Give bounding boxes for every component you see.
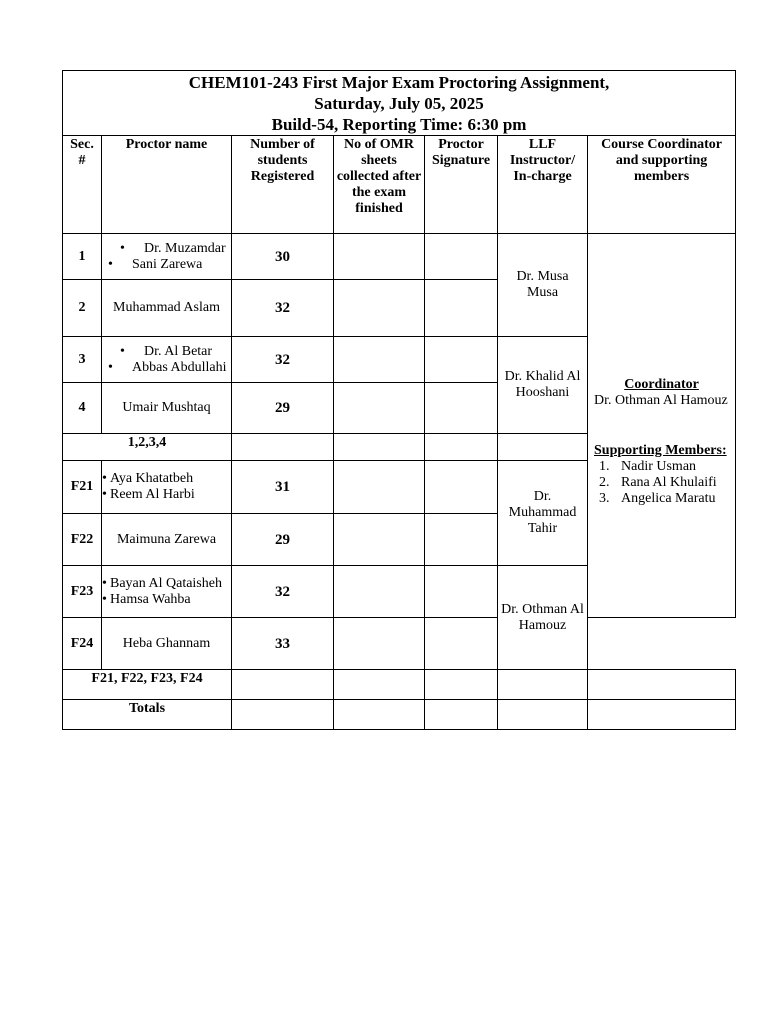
coordinator-name: Dr. Othman Al Hamouz — [594, 393, 728, 408]
header-proctor: Proctor name — [102, 136, 232, 234]
header-omr: No of OMR sheets collected after the exam finished — [334, 136, 425, 234]
signature-cell — [425, 566, 498, 618]
proctor-cell — [102, 566, 232, 618]
llf-cell: Dr. Muhammad Tahir — [498, 461, 588, 566]
list-item — [594, 459, 729, 475]
title-line-2: Saturday, July 05, 2025 — [314, 94, 484, 113]
supporting-members-list — [594, 459, 729, 507]
member-name: Angelica Maratu — [621, 491, 716, 506]
proctor-name: • Sani Zarewa — [104, 257, 229, 273]
totals-label: Totals — [63, 700, 232, 730]
proctor-cell: Heba Ghannam — [102, 618, 232, 670]
totals-coordinator — [588, 700, 736, 730]
sec-cell: F22 — [63, 514, 102, 566]
proctor-list — [104, 576, 229, 608]
proctor-cell: Maimuna Zarewa — [102, 514, 232, 566]
omr-cell — [334, 566, 425, 618]
proctor-list — [104, 344, 229, 376]
sec-cell: 3 — [63, 337, 102, 383]
proctor-name: • Aya Khatatbeh — [104, 471, 229, 487]
header-students: Number of students Registered — [232, 136, 334, 234]
totals-row — [63, 700, 736, 730]
sec-cell: F23 — [63, 566, 102, 618]
subtotal-signature — [425, 670, 498, 700]
header-llf: LLF Instructor/ In-charge — [498, 136, 588, 234]
signature-cell — [425, 383, 498, 434]
proctor-list — [104, 471, 229, 503]
signature-cell — [425, 234, 498, 280]
omr-cell — [334, 234, 425, 280]
totals-signature — [425, 700, 498, 730]
students-cell: 32 — [232, 337, 334, 383]
students-cell: 32 — [232, 280, 334, 337]
omr-cell — [334, 280, 425, 337]
subtotal-signature — [425, 434, 498, 461]
table-row — [63, 234, 736, 280]
omr-cell — [334, 383, 425, 434]
coordinator-cell — [588, 234, 736, 618]
llf-cell: Dr. Khalid Al Hooshani — [498, 337, 588, 434]
proctor-name: • Bayan Al Qataisheh — [104, 576, 229, 592]
proctoring-table — [62, 70, 736, 730]
sec-cell: 2 — [63, 280, 102, 337]
students-cell: 29 — [232, 383, 334, 434]
students-cell: 30 — [232, 234, 334, 280]
subtotal-omr — [334, 670, 425, 700]
proctor-cell: Umair Mushtaq — [102, 383, 232, 434]
subtotal-label: F21, F22, F23, F24 — [63, 670, 232, 700]
omr-cell — [334, 337, 425, 383]
proctor-cell — [102, 337, 232, 383]
list-number: 1. — [599, 459, 610, 474]
totals-omr — [334, 700, 425, 730]
sec-cell: 1 — [63, 234, 102, 280]
signature-cell — [425, 280, 498, 337]
omr-cell — [334, 514, 425, 566]
subtotal-llf — [498, 670, 588, 700]
omr-cell — [334, 461, 425, 514]
header-signature: Proctor Signature — [425, 136, 498, 234]
signature-cell — [425, 337, 498, 383]
title-line-1: CHEM101-243 First Major Exam Proctoring Assignment, — [188, 73, 610, 92]
llf-cell: Dr. Othman Al Hamouz — [498, 566, 588, 670]
sec-cell: F24 — [63, 618, 102, 670]
students-cell: 29 — [232, 514, 334, 566]
subtotal-coordinator — [588, 670, 736, 700]
member-name: Nadir Usman — [621, 459, 697, 474]
subtotal-students — [232, 434, 334, 461]
sec-cell: 4 — [63, 383, 102, 434]
title-row — [63, 71, 736, 136]
omr-cell — [334, 618, 425, 670]
signature-cell — [425, 514, 498, 566]
students-cell: 32 — [232, 566, 334, 618]
header-coordinator: Course Coordinator and supporting members — [588, 136, 736, 234]
llf-cell: Dr. Musa Musa — [498, 234, 588, 337]
list-number: 2. — [599, 475, 610, 490]
students-cell: 33 — [232, 618, 334, 670]
list-item — [594, 491, 729, 507]
subtotal-llf — [498, 434, 588, 461]
proctor-cell — [102, 461, 232, 514]
supporting-members-title: Supporting Members: — [594, 443, 727, 458]
header-sec: Sec. # — [63, 136, 102, 234]
proctor-name: • Dr. Muzamdar — [104, 241, 229, 257]
member-name: Rana Al Khulaifi — [621, 475, 717, 490]
students-cell: 31 — [232, 461, 334, 514]
proctor-cell: Muhammad Aslam — [102, 280, 232, 337]
proctor-name: • Dr. Al Betar — [104, 344, 229, 360]
subtotal-row — [63, 670, 736, 700]
subtotal-label: 1,2,3,4 — [63, 434, 232, 461]
totals-llf — [498, 700, 588, 730]
title-line-3: Build-54, Reporting Time: 6:30 pm — [271, 115, 527, 134]
totals-students — [232, 700, 334, 730]
list-item — [594, 475, 729, 491]
subtotal-omr — [334, 434, 425, 461]
coordinator-title: Coordinator — [624, 377, 699, 392]
page-title — [63, 71, 736, 136]
proctor-list — [104, 241, 229, 273]
subtotal-students — [232, 670, 334, 700]
proctor-cell — [102, 234, 232, 280]
proctor-name: • Hamsa Wahba — [104, 592, 229, 608]
proctor-name: • Reem Al Harbi — [104, 487, 229, 503]
header-row — [63, 136, 736, 234]
sec-cell: F21 — [63, 461, 102, 514]
signature-cell — [425, 618, 498, 670]
signature-cell — [425, 461, 498, 514]
proctor-name: • Abbas Abdullahi — [104, 360, 229, 376]
table-row — [63, 618, 736, 670]
list-number: 3. — [599, 491, 610, 506]
proctoring-sheet — [62, 70, 735, 730]
